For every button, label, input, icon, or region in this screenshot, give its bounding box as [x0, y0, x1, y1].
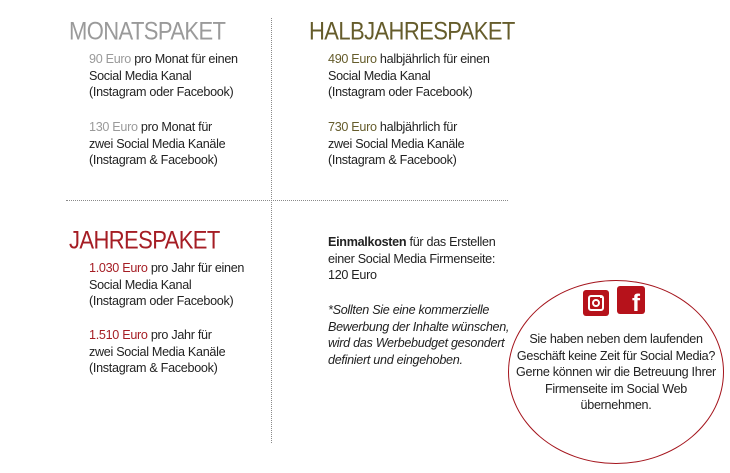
jahrespaket-offer-1-price: 1.030 Euro [89, 261, 148, 275]
cta-line3: Gerne können wir die Betreuung Ihrer [516, 365, 716, 379]
jahrespaket-offer-2 [89, 327, 225, 377]
instagram-dot [600, 296, 602, 298]
halbjahrespaket-offer-1-line2: Social Media Kanal [328, 68, 431, 83]
facebook-glyph: f [632, 290, 640, 317]
jahrespaket-offer-1-line2: Social Media Kanal [89, 277, 192, 292]
footnote-line4: definiert und eingehoben. [328, 352, 463, 367]
jahrespaket-offer-2-line1: pro Jahr für [147, 328, 212, 342]
halbjahrespaket-offer-2-line3: (Instagram & Facebook) [328, 153, 457, 167]
cta-line5: übernehmen. [580, 398, 652, 412]
halbjahrespaket-offer-2-line1: halbjährlich für [376, 120, 458, 134]
halbjahrespaket-offer-2-price: 730 Euro [328, 120, 377, 134]
halbjahrespaket-offer-2 [328, 119, 464, 169]
jahrespaket-offer-2-line2: zwei Social Media Kanäle [89, 344, 226, 359]
facebook-icon[interactable] [617, 286, 645, 317]
footnote-line3: wird das Werbebudget gesondert [328, 336, 505, 350]
monatspaket-offer-2-line2: zwei Social Media Kanäle [89, 136, 226, 151]
halbjahrespaket-offer-1-price: 490 Euro [328, 52, 377, 66]
monatspaket-offer-2-price: 130 Euro [89, 120, 138, 134]
jahrespaket-offer-2-line3: (Instagram & Facebook) [89, 361, 218, 375]
cta-line1: Sie haben neben dem laufenden [529, 332, 703, 346]
instagram-icon[interactable] [583, 290, 609, 316]
jahrespaket-offer-1-line3: (Instagram oder Facebook) [89, 294, 234, 308]
monatspaket-offer-2-line3: (Instagram & Facebook) [89, 153, 218, 167]
footnote-line2: Bewerbung der Inhalte wünschen, [328, 319, 510, 334]
footnote [328, 302, 509, 368]
jahrespaket-title: JAHRESPAKET [69, 226, 220, 254]
einmalkosten-line1: für das Erstellen [406, 235, 496, 249]
cta-text [510, 331, 722, 414]
halbjahrespaket-title: HALBJAHRESPAKET [309, 17, 515, 45]
monatspaket-offer-1-line3: (Instagram oder Facebook) [89, 85, 234, 99]
instagram-lens [592, 299, 600, 307]
halbjahrespaket-offer-1-line1: halbjährlich für einen [376, 52, 490, 66]
vertical-divider [271, 18, 272, 443]
halbjahrespaket-offer-1 [328, 51, 490, 101]
jahrespaket-offer-2-price: 1.510 Euro [89, 328, 148, 342]
footnote-line1: *Sollten Sie eine kommerzielle [328, 303, 490, 317]
einmalkosten-label: Einmalkosten [328, 235, 407, 249]
jahrespaket-offer-1 [89, 260, 244, 310]
cta-line2: Geschäft keine Zeit für Social Media? [516, 348, 716, 363]
monatspaket-offer-2 [89, 119, 225, 169]
einmalkosten-block [328, 234, 495, 284]
monatspaket-offer-1-price: 90 Euro [89, 52, 132, 66]
monatspaket-offer-1-line2: Social Media Kanal [89, 68, 192, 83]
halbjahrespaket-offer-2-line2: zwei Social Media Kanäle [328, 136, 465, 151]
monatspaket-offer-1-line1: pro Monat für einen [131, 52, 238, 66]
monatspaket-offer-1 [89, 51, 238, 101]
monatspaket-offer-2-line1: pro Monat für [137, 120, 212, 134]
horizontal-divider [66, 200, 508, 201]
halbjahrespaket-offer-1-line3: (Instagram oder Facebook) [328, 85, 473, 99]
jahrespaket-offer-1-line1: pro Jahr für einen [147, 261, 245, 275]
einmalkosten-price: 120 Euro [328, 268, 377, 282]
monatspaket-title: MONATSPAKET [69, 17, 226, 45]
einmalkosten-line2: einer Social Media Firmenseite: [328, 251, 496, 266]
cta-line4: Firmenseite im Social Web [544, 381, 688, 396]
